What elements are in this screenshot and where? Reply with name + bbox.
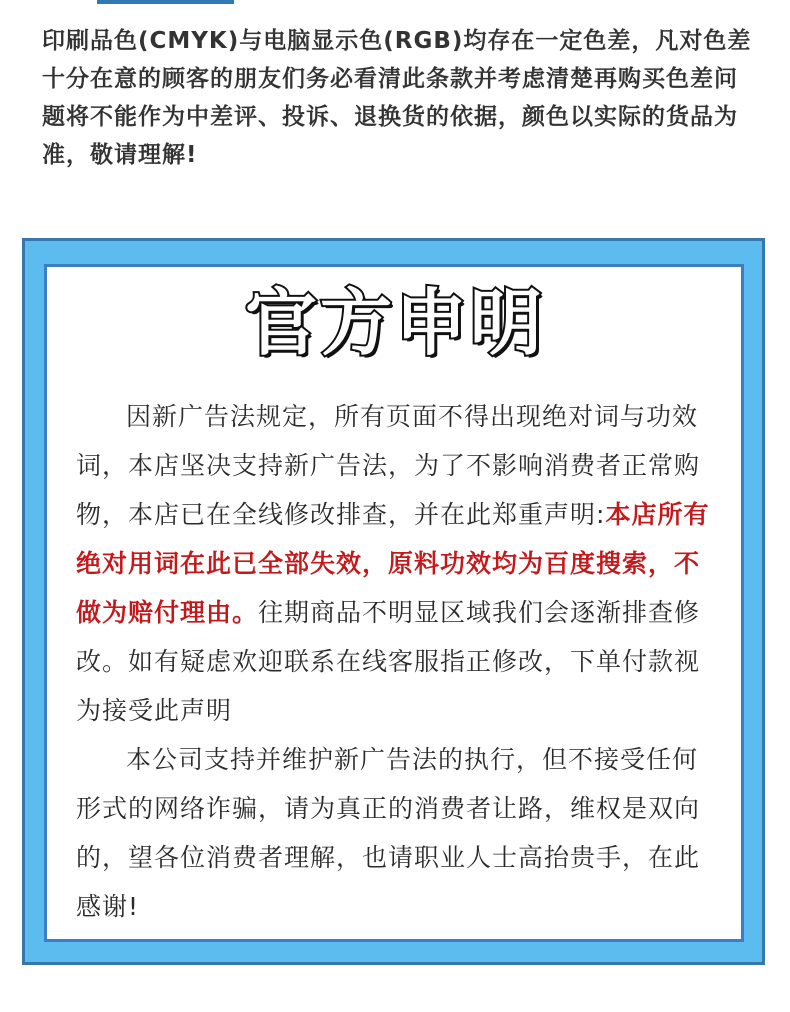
paragraph-1-tail: 往期商品不明显区域我们会逐渐排查修改。如有疑虑欢迎联系在线客服指正修改，下单付款视为接受此声明 <box>76 598 701 725</box>
top-accent-bar <box>97 0 234 4</box>
paragraph-1-lead: 因新广告法规定，所有页面不得出现绝对词与功效词，本店坚决支持新广告法，为了不影响消费者正常购物，本店已在全线修改排查，并在此郑重声明: <box>76 402 701 529</box>
declaration-body <box>76 392 716 931</box>
declaration-paragraph-2: 本公司支持并维护新广告法的执行，但不接受任何形式的网络诈骗，请为真正的消费者让路，维权是双向的，望各位消费者理解，也请职业人士高抬贵手，在此感谢! <box>76 745 701 921</box>
declaration-title: 官方申明 <box>244 281 545 365</box>
color-difference-notice: 印刷品色(CMYK)与电脑显示色(RGB)均存在一定色差，凡对色差十分在意的顾客的朋友们务必看清此条款并考虑清楚再购买色差问题将不能作为中差评、投诉、退换货的依据，颜色以实际的货品为准，敬请理解! <box>42 28 752 168</box>
invalid-absolute-terms-notice: 本店所有绝对用词在此已全部失效，原料功效均为百度搜索，不做为赔付理由。 <box>76 500 710 627</box>
declaration-paragraph-1 <box>76 392 716 735</box>
